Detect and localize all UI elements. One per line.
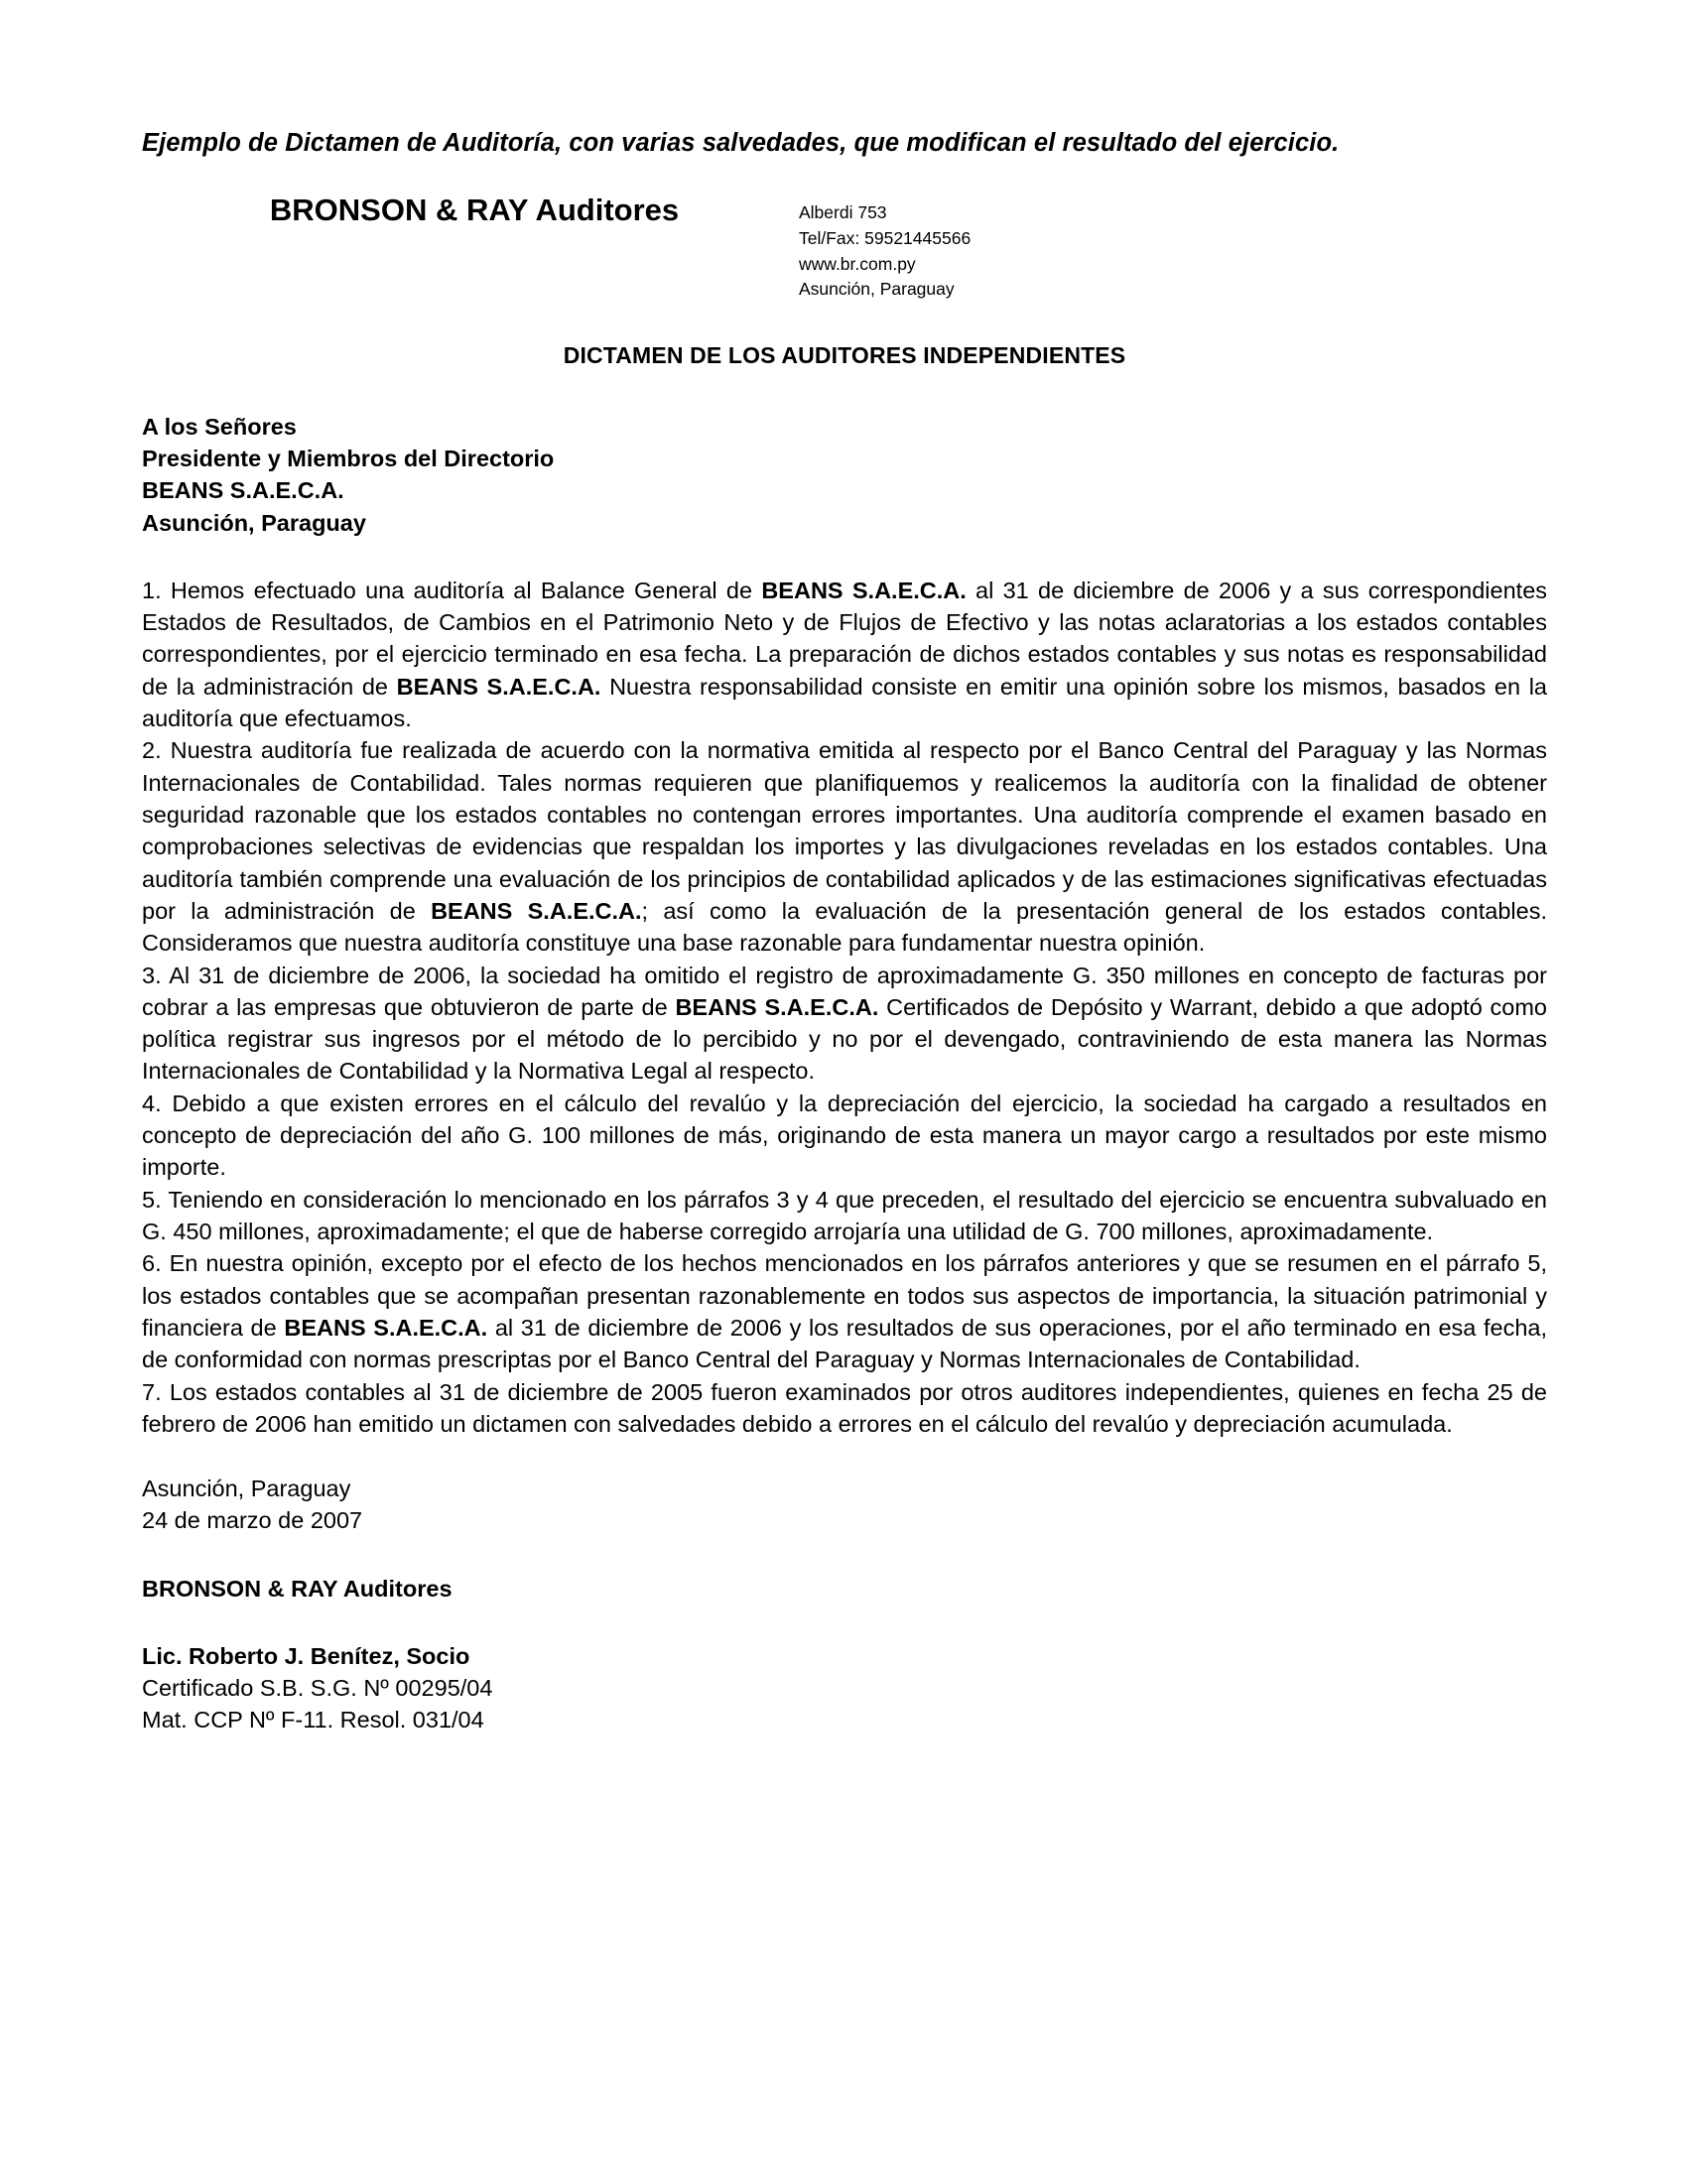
signer-certificate: Certificado S.B. S.G. Nº 00295/04 — [142, 1674, 493, 1701]
paragraph-1 — [142, 575, 1547, 735]
paragraph-7: 7. Los estados contables al 31 de diciembre de 2005 fueron examinados por otros auditores independientes, quienes en fecha 25 de febrero de 2006 han emitido un dictamen con salvedades debido a errores en el cálculo del revalúo y depreciación acumulada. — [142, 1378, 1547, 1437]
firm-name: BRONSON & RAY Auditores — [269, 193, 680, 228]
report-body — [142, 575, 1547, 1440]
closing-date: 24 de marzo de 2007 — [142, 1507, 363, 1534]
addressee-location: Asunción, Paraguay — [142, 509, 366, 536]
paragraph-4: 4. Debido a que existen errores en el cálculo del revalúo y la depreciación del ejercicio, la sociedad ha cargado a resultados en concepto de depreciación del año G. 100 millones de más, originando de esta manera un mayor cargo a resultados por este mismo importe. — [142, 1090, 1547, 1181]
addressee-role: Presidente y Miembros del Directorio — [142, 446, 555, 472]
signature-block — [142, 1640, 1547, 1736]
paragraph-2 — [142, 734, 1547, 959]
paragraph-3-part-a: 3. Al 31 de diciembre de 2006, la sociedad ha omitido el registro de aproximadamente G. 350 millones en concepto de facturas por cobrar a las empresas que obtuvieron de parte de — [142, 962, 1547, 1020]
paragraph-2-part-a: 2. Nuestra auditoría fue realizada de acuerdo con la normativa emitida al respecto por el Banco Central del Paraguay y las Normas Internacionales de Contabilidad. Tales normas requieren que planifiquemos y realicemos la auditoría con la finalidad de obtener seguridad razonable que los estados contables no contengan errores importantes. Una auditoría comprende el examen basado en comprobaciones selectivas de evidencias que respaldan los importes y las divulgaciones reveladas en los estados contables. Una auditoría también comprende una evaluación de los principios de contabilidad aplicados y de las estimaciones significativas efectuadas por la administración de — [142, 737, 1547, 924]
paragraph-1-part-c: al 31 de diciembre de 2006 y a sus correspondientes Estados de Resultados, de Cambios en el Patrimonio Neto y de Flujos de Efectivo y las notas aclaratorias a los estados contables correspondientes, por el ejercicio terminado en esa fecha. La preparación de dichos estados contables y sus notas es responsabilidad de la administración de — [142, 577, 1548, 700]
address-city: Asunción, Paraguay — [799, 279, 955, 300]
closing-place: Asunción, Paraguay — [142, 1476, 351, 1502]
addressee-company: BEANS S.A.E.C.A. — [142, 477, 344, 504]
address-phone: Tel/Fax: 59521445566 — [799, 227, 972, 248]
paragraph-2-company: BEANS S.A.E.C.A. — [431, 897, 642, 924]
paragraph-1-company-2: BEANS S.A.E.C.A. — [396, 673, 601, 700]
paragraph-1-part-e: Nuestra responsabilidad consiste en emitir una opinión sobre los mismos, basados en la auditoría que efectuamos. — [142, 673, 1548, 732]
signer-registration: Mat. CCP Nº F-11. Resol. 031/04 — [142, 1707, 484, 1734]
closing-block — [142, 1473, 1547, 1536]
signer-name: Lic. Roberto J. Benítez, Socio — [142, 1642, 470, 1669]
addressee-salutation: A los Señores — [142, 414, 297, 441]
signature-firm: BRONSON & RAY Auditores — [142, 1575, 453, 1602]
letterhead — [142, 192, 1547, 303]
paragraph-6-part-c: al 31 de diciembre de 2006 y los resultados de sus operaciones, por el año terminado en esa fecha, de conformidad con normas prescriptas por el Banco Central del Paraguay y Normas Internacionales de Contabilidad. — [142, 1314, 1548, 1373]
paragraph-2-part-c: ; así como la evaluación de la presentación general de los estados contables. Consideramos que nuestra auditoría constituye una base razonable para fundamentar nuestra opinión. — [142, 897, 1547, 957]
paragraph-6-part-a: 6. En nuestra opinión, excepto por el efecto de los hechos mencionados en los párrafos anteriores y que se resumen en el párrafo 5, los estados contables que se acompañan presentan razonablemente en todos sus aspectos de importancia, la situación patrimonial y financiera de — [142, 1250, 1547, 1341]
address-street: Alberdi 753 — [799, 202, 887, 223]
firm-name-block — [142, 192, 789, 228]
document-title — [142, 127, 1547, 160]
paragraph-5: 5. Teniendo en consideración lo mencionado en los párrafos 3 y 4 que preceden, el resultado del ejercicio se encuentra subvaluado en G. 450 millones, aproximadamente; el que de haberse corregido arrojaría una utilidad de G. 700 millones, aproximadamente. — [142, 1186, 1547, 1245]
paragraph-3-part-c: Certificados de Depósito y Warrant, debido a que adoptó como política registrar sus ingresos por el método de lo percibido y no por el devengado, contraviniendo de esta manera las Normas Internacionales de Contabilidad y la Normativa Legal al respecto. — [142, 993, 1547, 1085]
paragraph-1-part-a: 1. Hemos efectuado una auditoría al Balance General de — [142, 577, 762, 603]
paragraph-1-company-1: BEANS S.A.E.C.A. — [761, 577, 967, 603]
paragraph-6-company: BEANS S.A.E.C.A. — [284, 1314, 488, 1341]
firm-address-block — [789, 192, 971, 303]
addressee-block — [142, 411, 1547, 539]
address-website: www.br.com.py — [799, 253, 916, 274]
paragraph-3-company: BEANS S.A.E.C.A. — [675, 993, 879, 1020]
report-heading: DICTAMEN DE LOS AUDITORES INDEPENDIENTES — [563, 342, 1126, 369]
document-content — [142, 0, 1547, 1735]
paragraph-6 — [142, 1247, 1547, 1375]
document-title-text: Ejemplo de Dictamen de Auditoría, con varias salvedades, que modifican el resultado del ejercicio. — [142, 129, 1340, 157]
paragraph-3 — [142, 960, 1547, 1088]
